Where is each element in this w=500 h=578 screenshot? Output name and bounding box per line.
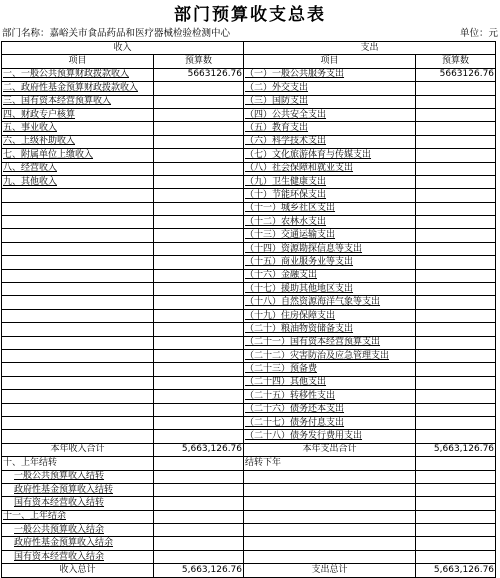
- table-row: [2, 336, 496, 349]
- expense-item-label: （二）外交支出: [244, 82, 416, 95]
- expense-item-label: （十）节能环保支出: [244, 189, 416, 202]
- expense-item-label: （十五）商业服务业等支出: [244, 256, 416, 269]
- income-item-label: [2, 403, 154, 416]
- expense-item-value: [416, 202, 496, 215]
- expense-item-value: [416, 376, 496, 389]
- budget-table: [1, 41, 496, 578]
- income-item-value: [154, 135, 244, 148]
- grand-expense-value: 5,663,126.76: [416, 564, 496, 577]
- income-item-value: [154, 256, 244, 269]
- expense-item-label: （十一）城乡社区支出: [244, 202, 416, 215]
- income-item-value: [154, 430, 244, 443]
- expense-item-label: （五）教育支出: [244, 122, 416, 135]
- income-item-value: [154, 376, 244, 389]
- table-row: [2, 296, 496, 309]
- expense-item-value: [416, 283, 496, 296]
- income-item-label: [2, 283, 154, 296]
- expense-item-value: [416, 363, 496, 376]
- income-item-label: [2, 242, 154, 255]
- surplus-item: 国有资本经营收入结余: [2, 550, 154, 563]
- income-item-value: 5663126.76: [154, 68, 244, 81]
- income-item-value: [154, 122, 244, 135]
- expense-item-value: [416, 82, 496, 95]
- income-item-label: [2, 349, 154, 362]
- income-item-label: [2, 216, 154, 229]
- income-item-value: [154, 189, 244, 202]
- table-row: [2, 390, 496, 403]
- expense-col-item: 项目: [244, 55, 416, 68]
- expense-total-label: 本年支出合计: [244, 443, 416, 456]
- expense-total-value: 5,663,126.76: [416, 443, 496, 456]
- header-meta: [2, 27, 498, 40]
- expense-item-label: （四）公共安全支出: [244, 108, 416, 121]
- expense-col-budget: 预算数: [416, 55, 496, 68]
- table-row: [2, 189, 496, 202]
- page-title: 部门预算收支总表: [174, 5, 326, 25]
- income-item-value: [154, 242, 244, 255]
- expense-item-value: [416, 95, 496, 108]
- expense-item-value: [416, 390, 496, 403]
- income-item-value: [154, 229, 244, 242]
- income-total-label: 本年收入合计: [2, 443, 154, 456]
- income-item-value: [154, 296, 244, 309]
- income-item-value: [154, 82, 244, 95]
- expense-item-label: （十六）金融支出: [244, 269, 416, 282]
- table-row: [2, 269, 496, 282]
- table-row: [2, 283, 496, 296]
- table-row: [2, 229, 496, 242]
- expense-item-value: [416, 403, 496, 416]
- income-header: 收入: [2, 42, 244, 55]
- expense-item-label: （十八）自然资源海洋气象等支出: [244, 296, 416, 309]
- carry-out-label: 结转下年: [244, 457, 416, 470]
- table-row: [2, 175, 496, 188]
- income-item-label: [2, 336, 154, 349]
- income-item-label: [2, 323, 154, 336]
- income-col-budget: 预算数: [154, 55, 244, 68]
- expense-item-label: （三）国防支出: [244, 95, 416, 108]
- table-row: [2, 416, 496, 429]
- income-item-value: [154, 108, 244, 121]
- table-row: [2, 309, 496, 322]
- income-item-label: [2, 309, 154, 322]
- table-row: [2, 376, 496, 389]
- income-item-value: [154, 283, 244, 296]
- table-row: [2, 242, 496, 255]
- expense-item-value: [416, 336, 496, 349]
- expense-item-value: [416, 175, 496, 188]
- income-item-label: [2, 363, 154, 376]
- expense-header: 支出: [244, 42, 496, 55]
- income-item-label: 一、一般公共预算财政拨款收入: [2, 68, 154, 81]
- expense-item-label: （八）社会保障和就业支出: [244, 162, 416, 175]
- surplus-label: 十一、上年结余: [2, 510, 154, 523]
- table-row: [2, 403, 496, 416]
- income-item-value: [154, 175, 244, 188]
- table-row: [2, 363, 496, 376]
- income-item-value: [154, 269, 244, 282]
- expense-item-value: [416, 216, 496, 229]
- table-row: [2, 349, 496, 362]
- grand-income-value: 5,663,126.76: [154, 564, 244, 577]
- carry-in-item: 政府性基金预算收入结转: [2, 483, 154, 496]
- expense-item-label: （二十五）转移性支出: [244, 390, 416, 403]
- income-item-label: 三、国有资本经营预算收入: [2, 95, 154, 108]
- carry-in-label: 十、上年结转: [2, 457, 154, 470]
- income-item-label: [2, 376, 154, 389]
- income-item-label: [2, 189, 154, 202]
- carry-in-item: 国有资本经营收入结转: [2, 497, 154, 510]
- expense-item-value: [416, 416, 496, 429]
- expense-item-label: （二十）粮油物资储备支出: [244, 323, 416, 336]
- income-item-value: [154, 202, 244, 215]
- item-rows: [2, 68, 496, 443]
- expense-item-value: [416, 149, 496, 162]
- income-item-label: 九、其他收入: [2, 175, 154, 188]
- expense-item-label: （二十七）债务付息支出: [244, 416, 416, 429]
- expense-item-value: [416, 269, 496, 282]
- surplus-item: 政府性基金预算收入结余: [2, 537, 154, 550]
- table-row: [2, 149, 496, 162]
- income-item-value: [154, 149, 244, 162]
- surplus-item: 一般公共预算收入结余: [2, 524, 154, 537]
- expense-item-label: （十七）援助其他地区支出: [244, 283, 416, 296]
- table-row: [2, 256, 496, 269]
- table-row: [2, 122, 496, 135]
- grand-expense-label: 支出总计: [244, 564, 416, 577]
- income-item-value: [154, 363, 244, 376]
- expense-item-label: （十四）资源勘探信息等支出: [244, 242, 416, 255]
- expense-item-value: [416, 229, 496, 242]
- income-item-label: [2, 229, 154, 242]
- income-item-label: 六、上级补助收入: [2, 135, 154, 148]
- income-item-label: 七、附属单位上缴收入: [2, 149, 154, 162]
- expense-item-label: （二十六）债务还本支出: [244, 403, 416, 416]
- expense-item-value: [416, 430, 496, 443]
- table-row: [2, 95, 496, 108]
- income-item-label: [2, 256, 154, 269]
- income-item-value: [154, 349, 244, 362]
- expense-item-value: [416, 323, 496, 336]
- expense-item-value: [416, 108, 496, 121]
- grand-income-label: 收入总计: [2, 564, 154, 577]
- expense-item-label: （二十二）灾害防治及应急管理支出: [244, 349, 416, 362]
- income-item-value: [154, 162, 244, 175]
- unit-label: 单位：元: [459, 28, 498, 39]
- expense-item-label: （二十四）其他支出: [244, 376, 416, 389]
- expense-item-label: （十二）农林水支出: [244, 216, 416, 229]
- expense-item-label: （六）科学技术支出: [244, 135, 416, 148]
- income-item-value: [154, 416, 244, 429]
- expense-item-value: [416, 162, 496, 175]
- table-row: [2, 202, 496, 215]
- income-item-label: [2, 269, 154, 282]
- expense-item-label: （二十一）国有资本经营预算支出: [244, 336, 416, 349]
- income-item-label: 二、政府性基金预算财政拨款收入: [2, 82, 154, 95]
- income-item-label: [2, 416, 154, 429]
- expense-item-value: [416, 256, 496, 269]
- table-row: [2, 323, 496, 336]
- department-label: 部门名称：嘉峪关市食品药品和医疗器械检验检测中心: [2, 28, 231, 39]
- carry-in-item: 一般公共预算收入结转: [2, 470, 154, 483]
- income-col-item: 项目: [2, 55, 154, 68]
- income-item-value: [154, 336, 244, 349]
- table-row: [2, 430, 496, 443]
- income-item-value: [154, 323, 244, 336]
- income-item-label: 四、财政专户核算: [2, 108, 154, 121]
- income-item-label: [2, 430, 154, 443]
- table-row: [2, 162, 496, 175]
- table-row: [2, 135, 496, 148]
- expense-item-value: [416, 349, 496, 362]
- expense-item-label: （十三）交通运输支出: [244, 229, 416, 242]
- expense-item-value: [416, 309, 496, 322]
- income-item-value: [154, 216, 244, 229]
- income-item-label: 五、事业收入: [2, 122, 154, 135]
- expense-item-value: [416, 242, 496, 255]
- income-item-value: [154, 309, 244, 322]
- table-row: [2, 108, 496, 121]
- expense-item-label: （九）卫生健康支出: [244, 175, 416, 188]
- income-item-label: [2, 202, 154, 215]
- expense-item-value: [416, 135, 496, 148]
- expense-item-label: （二十八）债务发行费用支出: [244, 430, 416, 443]
- expense-item-value: [416, 296, 496, 309]
- table-row: [2, 216, 496, 229]
- expense-item-value: [416, 122, 496, 135]
- expense-item-label: （十九）住房保障支出: [244, 309, 416, 322]
- income-item-value: [154, 390, 244, 403]
- expense-item-label: （七）文化旅游体育与传媒支出: [244, 149, 416, 162]
- income-item-label: 八、经营收入: [2, 162, 154, 175]
- expense-item-value: [416, 189, 496, 202]
- expense-item-label: （二十三）预备费: [244, 363, 416, 376]
- table-row: [2, 68, 496, 81]
- income-item-label: [2, 296, 154, 309]
- income-item-label: [2, 390, 154, 403]
- income-total-value: 5,663,126.76: [154, 443, 244, 456]
- income-item-value: [154, 95, 244, 108]
- expense-item-value: 5663126.76: [416, 68, 496, 81]
- table-row: [2, 82, 496, 95]
- income-item-value: [154, 403, 244, 416]
- expense-item-label: （一）一般公共服务支出: [244, 68, 416, 81]
